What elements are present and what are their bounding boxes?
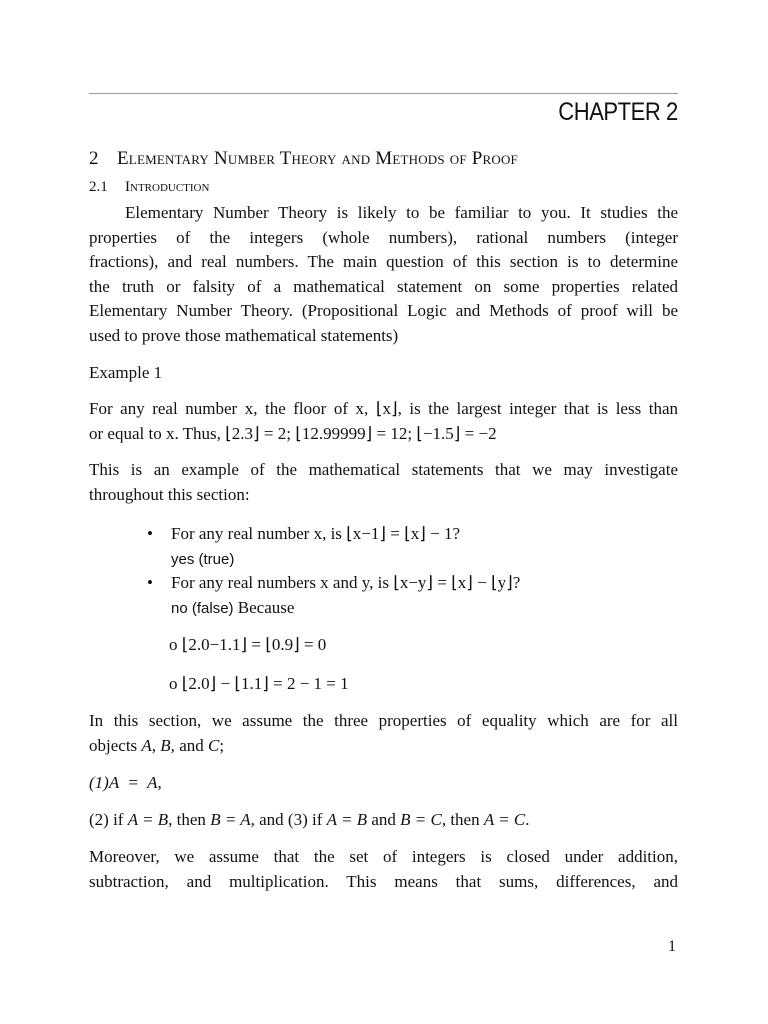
- text-line: This is an example of the mathematical statements that we may investigate: [89, 460, 678, 479]
- list-item: [147, 522, 678, 571]
- text: , then: [168, 810, 211, 829]
- bullet-icon: •: [147, 573, 153, 593]
- math-text: A, B,: [141, 735, 175, 755]
- answer-text: no (false): [171, 599, 234, 617]
- header-rule: [89, 93, 678, 94]
- subsection-heading: [89, 179, 209, 196]
- text-line: or equal to x. Thus, ⌊2.3⌋ = 2; ⌊12.99999⌋ = 12; ⌊−1.5⌋ = −2: [89, 423, 497, 443]
- page-number: 1: [668, 938, 676, 955]
- text-line: In this section, we assume the three properties of equality which are for all: [89, 711, 678, 730]
- text: (2) if: [89, 810, 128, 829]
- question-text: For any real numbers x and y, is ⌊x−y⌋ = ⌊x⌋ − ⌊y⌋?: [171, 573, 521, 593]
- text-line: used to prove those mathematical statements): [89, 325, 399, 345]
- text-line: throughout this section:: [89, 484, 250, 504]
- bullet-icon: •: [147, 524, 153, 543]
- math-text: A = B: [326, 810, 368, 829]
- question-text: For any real number x, is ⌊x−1⌋ = ⌊x⌋ − 1?: [171, 524, 460, 543]
- intro-paragraph: [89, 201, 678, 349]
- bullet-list: [147, 522, 678, 620]
- math-text: B = A: [210, 810, 251, 829]
- text-line: [89, 734, 678, 759]
- counterexample-line: [169, 672, 349, 697]
- text-line: For any real number x, the floor of x, ⌊x⌋, is the largest integer that is less than: [89, 399, 678, 418]
- text: , then: [441, 810, 484, 829]
- example-paragraph: [89, 397, 678, 446]
- text-line: fractions), and real numbers. The main question of this section is to determine: [89, 252, 678, 272]
- section-heading: [89, 148, 518, 170]
- example-label: [89, 361, 678, 386]
- text: ;: [219, 735, 225, 755]
- text-line: o ⌊2.0⌋ − ⌊1.1⌋ = 2 − 1 = 1: [169, 674, 349, 693]
- equality-paragraph: [89, 709, 678, 758]
- text-line: subtraction, and multiplication. This means that sums, differences, and: [89, 871, 678, 891]
- text: and: [174, 735, 208, 755]
- text-line: o ⌊2.0−1.1⌋ = ⌊0.9⌋ = 0: [169, 635, 327, 654]
- subsection-number: 2.1: [89, 179, 108, 195]
- section-title: Elementary Number Theory and Methods of Proof: [117, 148, 518, 169]
- text: , and (3) if: [250, 810, 327, 829]
- section-number: 2: [89, 148, 99, 169]
- list-item: [147, 571, 678, 620]
- subsection-title: Introduction: [125, 179, 210, 195]
- text: objects: [89, 735, 142, 755]
- closure-paragraph: [89, 845, 678, 894]
- math-text: A = C: [483, 810, 526, 829]
- text-line: Elementary Number Theory is likely to be familiar to you. It studies the: [125, 203, 678, 222]
- counterexample-line: [169, 633, 326, 658]
- text-line: the truth or falsity of a mathematical statement on some properties related: [89, 276, 678, 296]
- chapter-title: CHAPTER 2: [558, 98, 678, 126]
- text-line: properties of the integers (whole numbers), rational numbers (integer: [89, 227, 678, 247]
- property-1: [89, 771, 678, 796]
- math-text: B = C: [400, 810, 442, 829]
- text: .: [525, 810, 530, 829]
- answer-suffix: Because: [233, 597, 295, 617]
- math-text: (1)A = A,: [89, 773, 162, 792]
- text-line: Elementary Number Theory. (Propositional Logic and Methods of proof will be: [89, 301, 678, 321]
- text-line: Moreover, we assume that the set of integers is closed under addition,: [89, 847, 678, 866]
- text: and: [367, 810, 401, 829]
- property-2-3: [89, 808, 678, 833]
- answer-text: yes (true): [171, 550, 235, 568]
- math-text: C: [207, 735, 220, 755]
- text-line: Example 1: [89, 363, 163, 382]
- statements-paragraph: [89, 458, 678, 507]
- math-text: A = B: [127, 810, 169, 829]
